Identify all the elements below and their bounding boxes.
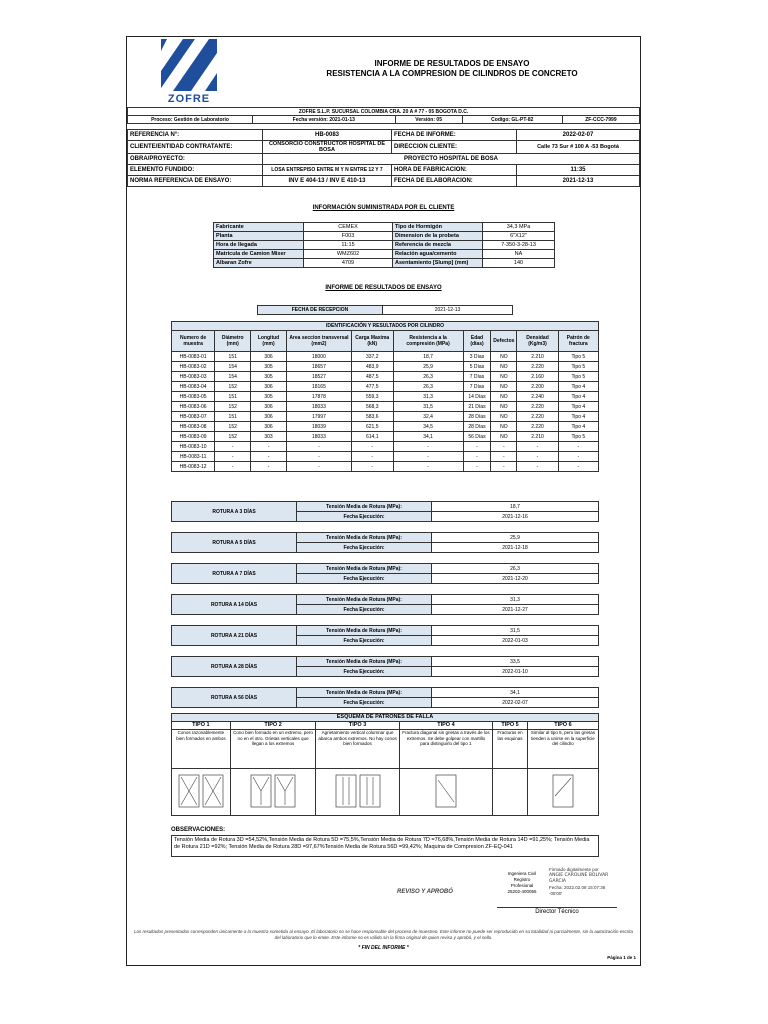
results-column-header: Carga Maxima (kN) <box>351 331 393 352</box>
table-cell: NO <box>491 402 517 412</box>
table-cell: Tipo 5 <box>558 362 598 372</box>
results-title: INFORME DE RESULTADOS DE ENSAYO <box>325 285 442 291</box>
table-row <box>172 452 599 462</box>
break-label: ROTURA A 14 DÍAS <box>172 595 297 615</box>
table-cell: 152 <box>215 432 251 442</box>
value-direccion: Calle 73 Sur # 100 A -53 Bogotá <box>517 141 640 154</box>
table-cell: 559,3 <box>351 392 393 402</box>
table-cell: - <box>251 462 287 472</box>
label-fecha-informe: FECHA DE INFORME: <box>392 130 517 141</box>
table-cell: HB-0083-02 <box>172 362 215 372</box>
break-fecha-value: 2022-02-07 <box>432 698 599 708</box>
table-row <box>172 352 599 362</box>
table-cell: - <box>351 442 393 452</box>
report-subtitle: RESISTENCIA A LA COMPRESION DE CILINDROS DE CONCRETO <box>326 69 578 78</box>
table-cell: 154 <box>215 372 251 382</box>
report-page <box>126 36 641 966</box>
results-column-header: Diámetro (mm) <box>215 331 251 352</box>
table-cell: - <box>558 442 598 452</box>
signature-line <box>497 907 617 908</box>
table-cell: NO <box>491 412 517 422</box>
break-tension-value: 33,5 <box>432 657 599 667</box>
value-fecha-informe: 2022-02-07 <box>517 130 640 141</box>
digital-signature <box>549 867 614 907</box>
client-info-row <box>214 232 555 241</box>
table-cell: Tipo 5 <box>558 352 598 362</box>
value-cliente: CONSORCIO CONSTRUCTOR HOSPITAL DE BOSA <box>263 141 392 154</box>
table-row <box>172 442 599 452</box>
table-cell: 18165 <box>286 382 351 392</box>
table-cell: 18,7 <box>393 352 463 362</box>
table-cell: NO <box>491 352 517 362</box>
table-cell: 2.220 <box>517 422 558 432</box>
table-cell: 151 <box>215 392 251 402</box>
table-cell: 152 <box>215 382 251 392</box>
table-row <box>172 412 599 422</box>
client-info-value: WMZ602 <box>304 250 393 259</box>
break-fecha-label: Fecha Ejecución: <box>297 543 432 553</box>
results-column-header: Defectos <box>491 331 517 352</box>
pattern-name: TIPO 1 <box>172 722 231 730</box>
table-cell: 151 <box>215 352 251 362</box>
results-column-header: Resistencia a la compresión (MPa) <box>393 331 463 352</box>
table-cell: 305 <box>251 372 287 382</box>
break-block <box>171 501 599 522</box>
pattern-description: Conos razonablemente bien formados en ambos <box>172 730 231 769</box>
label-norma: NORMA REFERENCIA DE ENSAYO: <box>128 176 263 187</box>
break-tension-label: Tensión Media de Rotura (MPa): <box>297 657 432 667</box>
patterns-title: ESQUEMA DE PATRONES DE FALLA <box>172 714 599 722</box>
table-cell: - <box>286 462 351 472</box>
table-cell: 621,5 <box>351 422 393 432</box>
break-block <box>171 563 599 584</box>
table-row <box>172 402 599 412</box>
table-cell: 34,1 <box>393 432 463 442</box>
client-info-value: 140 <box>483 259 555 268</box>
table-cell: - <box>251 442 287 452</box>
client-info-label: Fabricante <box>214 223 304 232</box>
break-block <box>171 625 599 646</box>
pattern-description: Agrietamiento vertical columnar que abarca ambos extremos. No hay conos bien formados <box>316 730 399 769</box>
value-fecha-recepcion: 2021-12-13 <box>383 306 513 315</box>
client-info-label: Planta <box>214 232 304 241</box>
break-label: ROTURA A 28 DÍAS <box>172 657 297 677</box>
client-info-title: INFORMACIÓN SUMINISTRADA POR EL CLIENTE <box>312 205 455 211</box>
client-info-label: Albaran Zofre <box>214 259 304 268</box>
table-cell: HB-0083-04 <box>172 382 215 392</box>
break-label: ROTURA A 56 DÍAS <box>172 688 297 708</box>
break-fecha-value: 2021-12-16 <box>432 512 599 522</box>
break-fecha-value: 2021-12-27 <box>432 605 599 615</box>
pattern-description: Cono bien formado en un extremo, pero no en el otro. Grietas verticales que llegan a los extremos <box>230 730 316 769</box>
label-obra: OBRA/PROYECTO: <box>128 154 263 165</box>
table-cell: - <box>491 442 517 452</box>
table-cell: NO <box>491 362 517 372</box>
table-row <box>172 462 599 472</box>
table-cell: Tipo 4 <box>558 412 598 422</box>
table-cell: - <box>558 452 598 462</box>
table-cell: - <box>517 462 558 472</box>
table-cell: 477,5 <box>351 382 393 392</box>
signer-name: ANGIE CAROLINE BOLIVAR GARCIA <box>549 873 609 884</box>
client-info-table <box>213 222 555 268</box>
table-cell: 152 <box>215 402 251 412</box>
table-cell: - <box>463 462 491 472</box>
table-cell: HB-0083-11 <box>172 452 215 462</box>
observations-label: OBSERVACIONES: <box>171 827 226 833</box>
table-cell: - <box>351 452 393 462</box>
table-cell: 2.210 <box>517 352 558 362</box>
break-label: ROTURA A 3 DÍAS <box>172 502 297 522</box>
table-row <box>172 372 599 382</box>
value-norma: INV E 404-13 / INV E 410-13 <box>263 176 392 187</box>
table-cell: 306 <box>251 352 287 362</box>
client-info-value: 34,3 MPa <box>483 223 555 232</box>
header-codigo: Codigo: GL-PT-82 <box>462 116 562 124</box>
break-tension-value: 34,1 <box>432 688 599 698</box>
end-of-report: * FIN DEL INFORME * <box>358 945 409 951</box>
table-cell: - <box>517 452 558 462</box>
table-cell: 306 <box>251 422 287 432</box>
table-cell: 3 Días <box>463 352 491 362</box>
pattern-drawing <box>230 769 316 816</box>
table-cell: - <box>393 452 463 462</box>
break-tension-value: 31,3 <box>432 595 599 605</box>
value-elemento: LOSA ENTREPISO ENTRE M Y N ENTRE 12 Y 7 <box>263 165 392 176</box>
pattern-name: TIPO 3 <box>316 722 399 730</box>
table-cell: 151 <box>215 412 251 422</box>
client-info-label: Dimension de la probeta <box>393 232 483 241</box>
break-fecha-label: Fecha Ejecución: <box>297 667 432 677</box>
pattern-description: Similar al tipo 5, pero las grietas tienden a unirse en la superficie del cilindro <box>527 730 598 769</box>
table-cell: 306 <box>251 412 287 422</box>
break-block <box>171 656 599 677</box>
pattern-name: TIPO 4 <box>399 722 492 730</box>
table-cell: 18527 <box>286 372 351 382</box>
table-cell: 32,4 <box>393 412 463 422</box>
pattern-name: TIPO 6 <box>527 722 598 730</box>
client-info-row <box>214 250 555 259</box>
break-fecha-label: Fecha Ejecución: <box>297 574 432 584</box>
company-address: ZOFRE S.L.P. SUCURSAL COLOMBIA CRA. 20 A # 77 - 05 BOGOTA D.C. <box>128 108 640 116</box>
pattern-drawing <box>172 769 231 816</box>
table-cell: NO <box>491 382 517 392</box>
signer-role: Director Técnico <box>535 909 579 915</box>
table-cell: 18033 <box>286 432 351 442</box>
table-cell: 56 Días <box>463 432 491 442</box>
table-cell: 31,5 <box>393 402 463 412</box>
table-cell: 2.210 <box>517 432 558 442</box>
engineer-line: Registro <box>513 877 531 882</box>
header-proceso: Proceso: Gestión de Laboratorio <box>128 116 253 124</box>
table-cell: HB-0083-12 <box>172 462 215 472</box>
pattern-name: TIPO 2 <box>230 722 316 730</box>
table-cell: 18657 <box>286 362 351 372</box>
client-info-value: 6"X12" <box>483 232 555 241</box>
table-cell: 34,5 <box>393 422 463 432</box>
table-cell: NO <box>491 392 517 402</box>
client-info-label: Relación agua/cemento <box>393 250 483 259</box>
break-fecha-label: Fecha Ejecución: <box>297 605 432 615</box>
table-row <box>172 422 599 432</box>
table-cell: 18033 <box>286 402 351 412</box>
table-cell: 152 <box>215 422 251 432</box>
results-column-header: Edad (días) <box>463 331 491 352</box>
header-fecha-version: Fecha versión: 2021-01-13 <box>253 116 396 124</box>
value-fecha-elaboracion: 2021-12-13 <box>517 176 640 187</box>
table-cell: 28 Días <box>463 422 491 432</box>
results-table-title: IDENTIFICACIÓN Y RESULTADOS POR CILINDRO <box>172 322 599 331</box>
break-tension-label: Tensión Media de Rotura (MPa): <box>297 688 432 698</box>
engineer-info <box>497 871 547 895</box>
table-cell: HB-0083-10 <box>172 442 215 452</box>
pattern-description: Fractura diagonal sin grietas a través de los extremos. Se debe golpear con martillo para distinguirlo del tipo 1 <box>399 730 492 769</box>
label-cliente: CLIENTE/ENTIDAD CONTRATANTE: <box>128 141 263 154</box>
table-cell: 5 Días <box>463 362 491 372</box>
breaks-section <box>171 501 599 718</box>
table-cell: 26,3 <box>393 382 463 392</box>
client-info-row <box>214 259 555 268</box>
break-label: ROTURA A 7 DÍAS <box>172 564 297 584</box>
table-cell: - <box>491 452 517 462</box>
break-fecha-label: Fecha Ejecución: <box>297 698 432 708</box>
client-info-value: 4709 <box>304 259 393 268</box>
break-fecha-value: 2022-01-03 <box>432 636 599 646</box>
table-cell: HB-0083-03 <box>172 372 215 382</box>
results-column-header: Longitud (mm) <box>251 331 287 352</box>
client-info-row <box>214 241 555 250</box>
break-fecha-value: 2021-12-18 <box>432 543 599 553</box>
pattern-description: Fracturas en las esquinas <box>493 730 528 769</box>
client-info-label: Asentamiento [Slump] (mm) <box>393 259 483 268</box>
table-cell: 306 <box>251 402 287 412</box>
table-cell: 17878 <box>286 392 351 402</box>
table-cell: NO <box>491 432 517 442</box>
break-tension-label: Tensión Media de Rotura (MPa): <box>297 533 432 543</box>
page-number: Página 1 de 1 <box>607 955 636 960</box>
table-cell: - <box>286 442 351 452</box>
break-tension-label: Tensión Media de Rotura (MPa): <box>297 502 432 512</box>
value-referencia: HB-0083 <box>263 130 392 141</box>
table-cell: HB-0083-07 <box>172 412 215 422</box>
table-cell: Tipo 5 <box>558 372 598 382</box>
patterns-table <box>171 713 599 816</box>
reviso-label: REVISO Y APROBÓ <box>397 889 453 895</box>
pattern-drawing <box>527 769 598 816</box>
header-doc-code: ZF-CCC-7999 <box>562 116 639 124</box>
client-info-row <box>214 223 555 232</box>
results-column-header: Densidad (Kg/m3) <box>517 331 558 352</box>
table-cell: 583,6 <box>351 412 393 422</box>
label-elemento: ELEMENTO FUNDIDO: <box>128 165 263 176</box>
client-info-label: Matricula de Camion Mixer <box>214 250 304 259</box>
report-title: INFORME DE RESULTADOS DE ENSAYO <box>374 59 530 68</box>
table-cell: 303 <box>251 432 287 442</box>
results-column-header: Patrón de fractura <box>558 331 598 352</box>
break-block <box>171 532 599 553</box>
break-fecha-label: Fecha Ejecución: <box>297 512 432 522</box>
results-table <box>171 321 599 472</box>
break-tension-value: 26,3 <box>432 564 599 574</box>
value-obra: PROYECTO HOSPITAL DE BOSA <box>263 154 640 165</box>
table-cell: 28 Días <box>463 412 491 422</box>
table-cell: - <box>463 442 491 452</box>
table-cell: - <box>517 442 558 452</box>
table-cell: Tipo 4 <box>558 382 598 392</box>
reception-table <box>257 305 513 315</box>
break-block <box>171 594 599 615</box>
zofre-logo <box>161 39 217 95</box>
table-cell: NO <box>491 372 517 382</box>
table-cell: 7 Días <box>463 382 491 392</box>
table-cell: 26,3 <box>393 372 463 382</box>
table-cell: 483,9 <box>351 362 393 372</box>
label-hora-fabricacion: HORA DE FABRICACION: <box>392 165 517 176</box>
pattern-name: TIPO 5 <box>493 722 528 730</box>
client-info-label: Referencia de mezcla <box>393 241 483 250</box>
brand-name: ZOFRE <box>167 93 211 105</box>
table-cell: 614,1 <box>351 432 393 442</box>
client-info-label: Tipo de Hormigón <box>393 223 483 232</box>
digital-signature-prefix: Firmado digitalmente por <box>549 867 599 872</box>
table-cell: HB-0083-09 <box>172 432 215 442</box>
table-row <box>172 382 599 392</box>
table-cell: Tipo 4 <box>558 402 598 412</box>
label-fecha-elaboracion: FECHA DE ELABORACION: <box>392 176 517 187</box>
table-cell: HB-0083-01 <box>172 352 215 362</box>
results-column-header: Numero de muestra <box>172 331 215 352</box>
table-cell: 31,3 <box>393 392 463 402</box>
table-cell: - <box>463 452 491 462</box>
table-cell: HB-0083-06 <box>172 402 215 412</box>
pattern-drawing <box>493 769 528 816</box>
header-version: Versión: 05 <box>395 116 462 124</box>
table-cell: 2.200 <box>517 382 558 392</box>
break-tension-label: Tensión Media de Rotura (MPa): <box>297 564 432 574</box>
table-cell: 2.240 <box>517 392 558 402</box>
table-cell: - <box>558 462 598 472</box>
table-cell: 18039 <box>286 422 351 432</box>
value-hora-fabricacion: 11:35 <box>517 165 640 176</box>
break-tension-label: Tensión Media de Rotura (MPa): <box>297 595 432 605</box>
table-cell: - <box>393 442 463 452</box>
results-column-header: Area seccion transversal (mm2) <box>286 331 351 352</box>
table-cell: 2.220 <box>517 362 558 372</box>
table-cell: 306 <box>251 382 287 392</box>
table-cell: 337,2 <box>351 352 393 362</box>
break-tension-value: 31,5 <box>432 626 599 636</box>
table-cell: 305 <box>251 362 287 372</box>
table-cell: - <box>215 442 251 452</box>
table-cell: - <box>393 462 463 472</box>
break-label: ROTURA A 5 DÍAS <box>172 533 297 553</box>
table-cell: 2.160 <box>517 372 558 382</box>
break-fecha-value: 2021-12-20 <box>432 574 599 584</box>
table-cell: 14 Días <box>463 392 491 402</box>
break-tension-value: 25,9 <box>432 533 599 543</box>
break-fecha-value: 2022-01-10 <box>432 667 599 677</box>
table-cell: 568,3 <box>351 402 393 412</box>
break-tension-label: Tensión Media de Rotura (MPa): <box>297 626 432 636</box>
table-row <box>172 392 599 402</box>
label-fecha-recepcion: FECHA DE RECEPCION <box>258 306 383 315</box>
table-cell: 305 <box>251 392 287 402</box>
signature-date: Fecha: 2022.02.08 15:07:36 -05'00' <box>549 885 606 896</box>
table-cell: 25,9 <box>393 362 463 372</box>
table-cell: 2.220 <box>517 402 558 412</box>
client-info-value: 7-350-3-28-13 <box>483 241 555 250</box>
break-label: ROTURA A 21 DÍAS <box>172 626 297 646</box>
table-row <box>172 432 599 442</box>
table-cell: - <box>351 462 393 472</box>
table-cell: 487,5 <box>351 372 393 382</box>
table-cell: NO <box>491 422 517 432</box>
label-direccion: DIRECCION CLIENTE: <box>392 141 517 154</box>
client-info-value: CEMEX <box>304 223 393 232</box>
client-info-label: Hora de llegada <box>214 241 304 250</box>
observations-text: Tensión Media de Rotura 3D =54,52%,Tensión Media de Rotura 5D =75,5%,Tensión Media de Rotura 7D =76,68%,Tensión Media de Rotura 14D =91,25%; Tensión Media de Rotura 21D =92%; Tensión Media de Rotura 28D =97,67%Tensión Media de Rotura 56D =99,42%; Maquina de Compresion ZF-EQ-041 <box>171 835 599 857</box>
engineer-line: 25202-400055 <box>507 889 537 894</box>
table-cell: 7 Días <box>463 372 491 382</box>
table-cell: Tipo 5 <box>558 432 598 442</box>
break-block <box>171 687 599 708</box>
table-cell: 154 <box>215 362 251 372</box>
disclaimer: Los resultados presentados corresponden únicamente a la muestra sometida al ensayo. El laboratorio no se hace responsable del proceso de muestreo. Este informe no puede ser reproducido en su totalidad ni parcialmente, sin la autorización escrita del laboratorio que lo emite. Este informe no es válido sin la firma original de quien revisa y aprobó, y el sello. <box>133 929 634 940</box>
table-row <box>172 362 599 372</box>
table-cell: - <box>491 462 517 472</box>
pattern-drawing <box>316 769 399 816</box>
table-cell: HB-0083-08 <box>172 422 215 432</box>
header-table <box>127 107 640 124</box>
client-info-value: 11:15 <box>304 241 393 250</box>
table-cell: HB-0083-05 <box>172 392 215 402</box>
break-fecha-label: Fecha Ejecución: <box>297 636 432 646</box>
client-info-value: NA <box>483 250 555 259</box>
table-cell: 2.220 <box>517 412 558 422</box>
reference-table <box>127 129 640 187</box>
pattern-drawing <box>399 769 492 816</box>
table-cell: - <box>215 452 251 462</box>
engineer-line: Ingeniera Civil <box>507 871 537 876</box>
engineer-line: Profesional <box>510 883 534 888</box>
break-tension-value: 18,7 <box>432 502 599 512</box>
table-cell: 18000 <box>286 352 351 362</box>
table-cell: - <box>286 452 351 462</box>
table-cell: Tipo 4 <box>558 392 598 402</box>
table-cell: - <box>251 452 287 462</box>
label-referencia: REFERENCIA N°: <box>128 130 263 141</box>
table-cell: - <box>215 462 251 472</box>
table-cell: Tipo 4 <box>558 422 598 432</box>
table-cell: 21 Días <box>463 402 491 412</box>
client-info-value: F003 <box>304 232 393 241</box>
table-cell: 17997 <box>286 412 351 422</box>
